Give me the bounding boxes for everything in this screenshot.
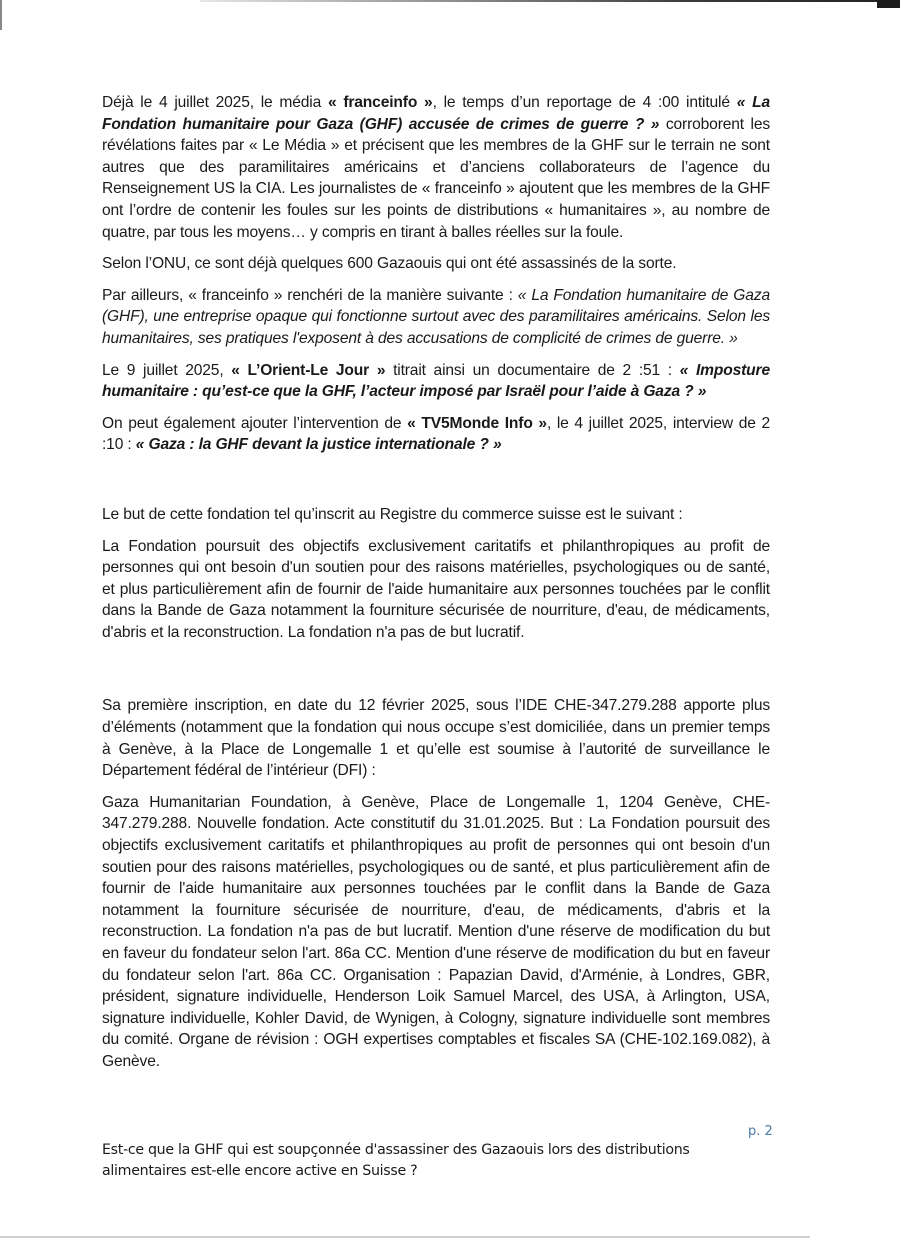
page-number: p. 2 — [748, 1124, 773, 1139]
report-title: « La Fondation humanitaire pour Gaza (GHF) accusée de crimes de guerre ? » — [102, 94, 770, 133]
scan-corner-mark — [877, 0, 900, 8]
text: corroborent les révélations faites par « Le Média » et précisent que les membres de la GHF sur le terrain ne sont autres que des paramilitaires américains et d’anciens collaborateurs de l’agence du Renseignement US la CIA. Les journalistes de « franceinfo » ajoutent que les membres de la GHF ont l’ordre de contenir les foules sur les points de distributions « humanitaires », au nombre de quatre, par tous les moyens… y compris en tirant à balles réelles sur la foule. — [102, 115, 770, 241]
text: Le 9 juillet 2025, — [102, 361, 232, 379]
text: On peut également ajouter l’intervention de — [102, 414, 408, 432]
quote: « La Fondation humanitaire de Gaza (GHF), une entreprise opaque qui fonctionne surtout avec des paramilitaires américains. Selon les humanitaires, ses pratiques l'exposent à des accusations de complicité de crimes de guerre. » — [102, 286, 770, 347]
text: , le temps d’un reportage de 4 :00 intitulé — [432, 94, 737, 111]
text: titrait ainsi un documentaire de 2 :51 : — [385, 361, 680, 379]
paragraph-first-registration: Sa première inscription, en date du 12 février 2025, sous l’IDE CHE-347.279.288 apporte plus d’éléments (notamment que la fondation qui nous occupe s’est domiciliée, dans un premier temps à Genève, à la Place de Longemalle 1 et qu’elle est soumise à l’autorité de surveillance le Département fédéral de l’intérieur (DFI) : — [102, 697, 770, 780]
documentary-title: « Imposture humanitaire : qu’est-ce que la GHF, l’acteur imposé par Israël pour l’aide à Gaza ? » — [102, 361, 770, 401]
text: Par ailleurs, « franceinfo » renchéri de la manière suivante : — [102, 286, 518, 304]
spacer — [102, 466, 770, 504]
media-name-orient-le-jour: « L’Orient-Le Jour » — [231, 361, 386, 379]
text: , le 4 juillet 2025, interview de 2 :10 : — [102, 414, 770, 454]
paragraph-registry-extract: Gaza Humanitarian Foundation, à Genève, Place de Longemalle 1, 1204 Genève, CHE-347.279.288. Nouvelle fondation. Acte constitutif du 31.01.2025. But : La Fondation poursuit des objectifs exclusivement caritatifs et philanthropiques au profit de personnes qui ont besoin d'un soutien pour des raisons matérielles, psychologiques ou de santé, et plus particulièrement afin de fournir de l'aide humanitaire aux personnes touchées par le conflit dans la Bande de Gaza notamment la fourniture sécurisée de nourriture, d'eau, de médicaments, d'abris et la reconstruction. La fondation n'a pas de but lucratif. Mention d'une réserve de modification du but en faveur du fondateur selon l'art. 86a CC. Mention d'une réserve de modification du but en faveur du fondateur selon l'art. 86a CC. Organisation : Papazian David, d'Arménie, à Londres, GBR, président, signature individuelle, Henderson Loik Samuel Marcel, des USA, à Arlington, USA, signature individuelle, Kohler David, de Wynigen, à Cologny, signature individuelle sont membres du comité. Organe de révision : OGH expertises comptables et fiscales SA (CHE-102.169.082), à Genève. — [102, 793, 770, 1070]
interview-title: « Gaza : la GHF devant la justice internationale ? » — [135, 436, 502, 454]
closing-question: Est-ce que la GHF qui est soupçonnée d'assassiner des Gazaouis lors des distributions alimentaires est-elle encore active en Suisse ? — [102, 1142, 690, 1179]
media-name-franceinfo: « franceinfo » — [327, 94, 433, 111]
paragraph-orient-le-jour — [102, 360, 770, 403]
paragraph-registry-intro: Le but de cette fondation tel qu’inscrit au Registre du commerce suisse est le suivant : — [102, 505, 683, 523]
paragraph-tv5monde — [102, 413, 770, 456]
scan-top-edge — [200, 0, 900, 2]
scan-left-edge — [0, 0, 2, 30]
paragraph-onu: Selon l’ONU, ce sont déjà quelques 600 Gazaouis qui ont été assassinés de la sorte. — [102, 255, 677, 273]
text: Déjà le 4 juillet 2025, le média — [102, 94, 328, 111]
paragraph-franceinfo-report — [102, 92, 770, 243]
document-body — [102, 92, 770, 1083]
paragraph-franceinfo-quote — [102, 285, 770, 350]
spacer — [102, 653, 770, 695]
paragraph-foundation-purpose: La Fondation poursuit des objectifs exclusivement caritatifs et philanthropiques au profit de personnes qui ont besoin d'un soutien pour des raisons matérielles, psychologiques ou de santé, et plus particulièrement afin de fournir de l'aide humanitaire aux personnes touchées par le conflit dans la Bande de Gaza notamment la fourniture sécurisée de nourriture, d'eau, de médicaments, d'abris et la reconstruction. La fondation n'a pas de but lucratif. — [102, 537, 770, 641]
media-name-tv5monde: « TV5Monde Info » — [407, 414, 547, 432]
